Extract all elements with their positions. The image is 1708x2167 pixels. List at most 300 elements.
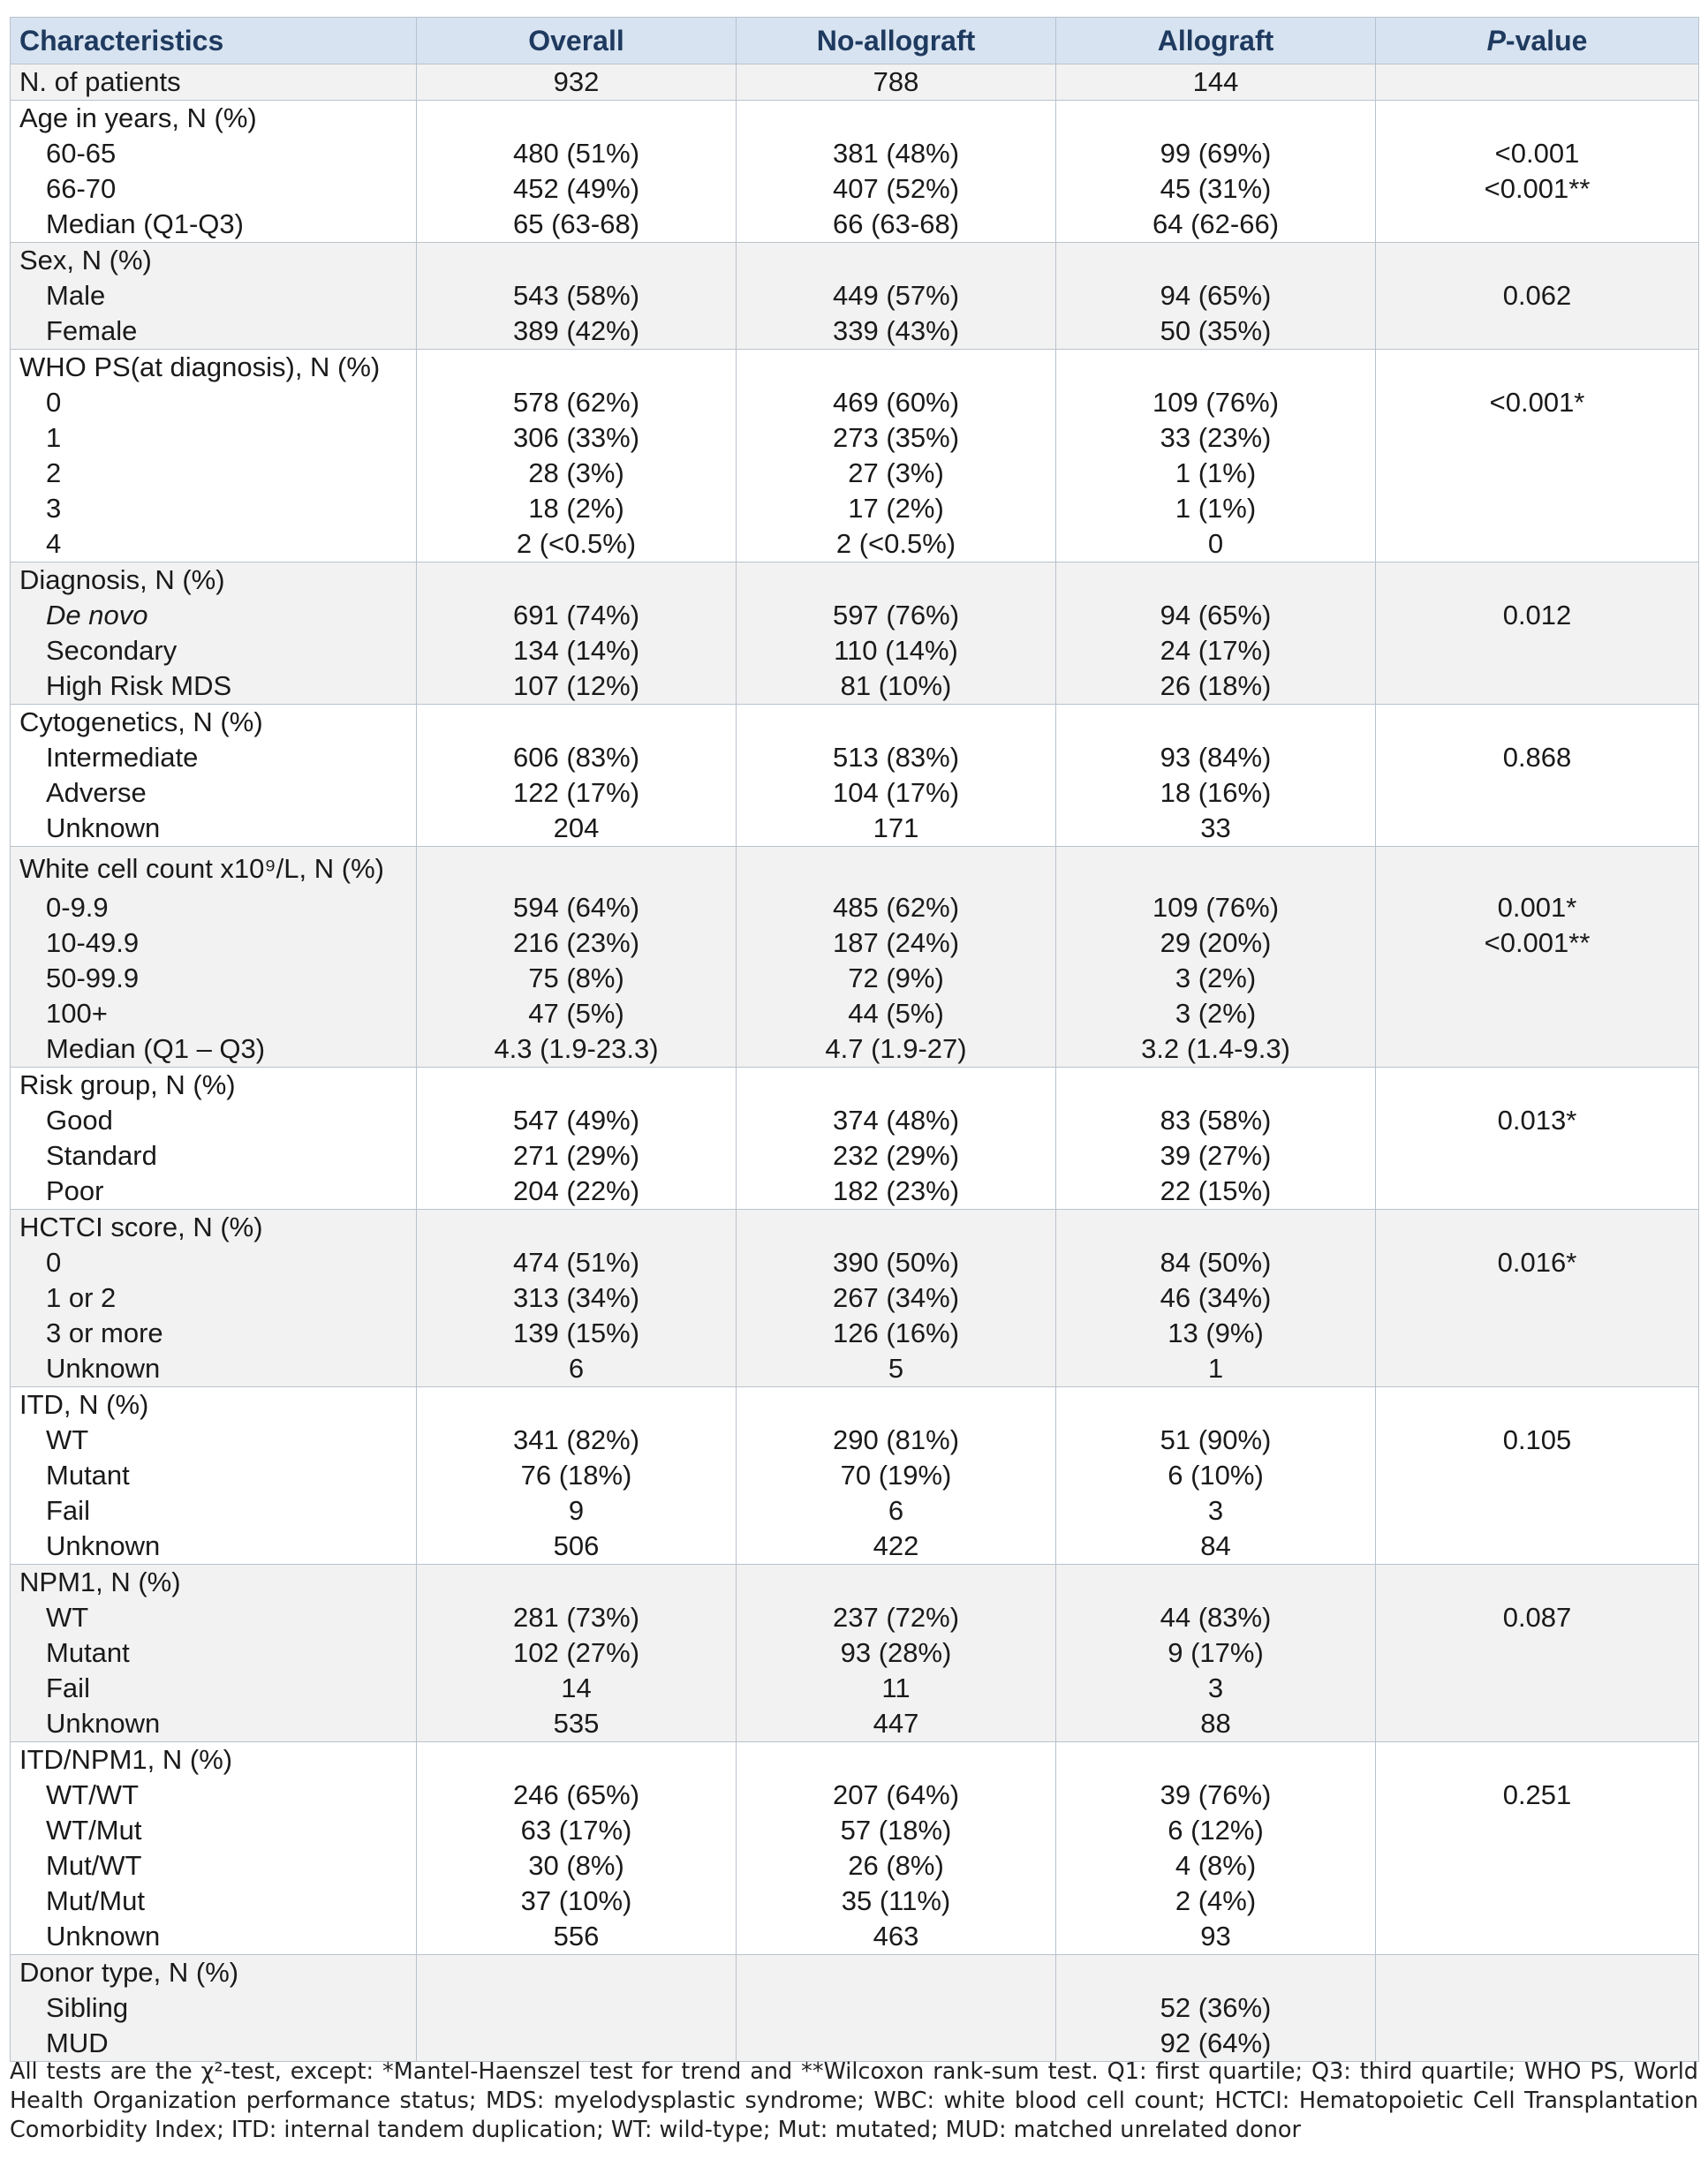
cell-overall: 474 (51%) [417,1245,737,1280]
cell-overall [417,1990,737,2026]
cell-p-value [1376,1387,1699,1423]
row-label: 10-49.9 [11,925,417,961]
cell-no-allograft: 381 (48%) [737,136,1056,171]
table-group-header-row [11,1955,1699,1991]
cell-p-value [1376,1280,1699,1316]
cell-overall [417,705,737,741]
cell-no-allograft: 2 (<0.5%) [737,526,1056,563]
cell-p-value: 0.001* [1376,890,1699,925]
cell-allograft [1056,101,1376,137]
cell-p-value [1376,668,1699,705]
table-row [11,1316,1699,1351]
table-group-header-row [11,1742,1699,1778]
cell-no-allograft [737,350,1056,386]
cell-overall: 76 (18%) [417,1458,737,1493]
table-row [11,1635,1699,1671]
row-label: WT [11,1600,417,1635]
cell-overall: 578 (62%) [417,385,737,420]
header-overall: Overall [417,18,737,64]
table-row [11,961,1699,996]
row-group [11,1068,1699,1210]
table-row [11,1351,1699,1387]
cell-overall: 122 (17%) [417,775,737,811]
row-label: 1 or 2 [11,1280,417,1316]
cell-no-allograft: 407 (52%) [737,171,1056,207]
row-label: Good [11,1103,417,1138]
cell-overall: 9 [417,1493,737,1529]
row-label: Fail [11,1493,417,1529]
cell-p-value [1376,563,1699,599]
cell-p-value [1376,2026,1699,2062]
cell-no-allograft: 237 (72%) [737,1600,1056,1635]
cell-no-allograft: 273 (35%) [737,420,1056,456]
row-group [11,705,1699,847]
row-label: 1 [11,420,417,456]
cell-allograft: 84 [1056,1529,1376,1565]
table-row [11,313,1699,350]
cell-allograft [1056,705,1376,741]
table-row [11,1423,1699,1458]
cell-p-value [1376,1884,1699,1919]
cell-no-allograft: 485 (62%) [737,890,1056,925]
cell-p-value [1376,1351,1699,1387]
table-row [11,1174,1699,1210]
header-p-rest: -value [1505,24,1588,57]
row-group [11,64,1699,101]
cell-p-value: <0.001** [1376,171,1699,207]
cell-no-allograft: 66 (63-68) [737,207,1056,243]
row-label: Unknown [11,1529,417,1565]
cell-allograft [1056,1742,1376,1778]
cell-allograft: 109 (76%) [1056,385,1376,420]
cell-overall: 18 (2%) [417,491,737,526]
cell-p-value [1376,313,1699,350]
row-label: Donor type, N (%) [11,1955,417,1991]
cell-allograft: 109 (76%) [1056,890,1376,925]
cell-overall: 480 (51%) [417,136,737,171]
cell-p-value [1376,847,1699,891]
table-row [11,526,1699,563]
table-row [11,207,1699,243]
cell-allograft: 29 (20%) [1056,925,1376,961]
cell-allograft: 1 (1%) [1056,491,1376,526]
cell-p-value: 0.868 [1376,740,1699,775]
cell-no-allograft: 35 (11%) [737,1884,1056,1919]
row-label: Median (Q1 – Q3) [11,1031,417,1068]
row-label: Cytogenetics, N (%) [11,705,417,741]
cell-overall: 4.3 (1.9-23.3) [417,1031,737,1068]
cell-no-allograft: 126 (16%) [737,1316,1056,1351]
table-row [11,1458,1699,1493]
cell-overall: 14 [417,1671,737,1706]
cell-overall: 691 (74%) [417,598,737,633]
row-group [11,101,1699,243]
cell-p-value [1376,1493,1699,1529]
row-label: Unknown [11,1919,417,1955]
cell-p-value: 0.013* [1376,1103,1699,1138]
cell-allograft [1056,350,1376,386]
row-label: NPM1, N (%) [11,1565,417,1601]
row-group [11,1387,1699,1565]
table-row [11,1493,1699,1529]
cell-no-allograft: 447 [737,1706,1056,1742]
cell-overall: 30 (8%) [417,1848,737,1884]
cell-overall: 37 (10%) [417,1884,737,1919]
row-label: 50-99.9 [11,961,417,996]
row-label: 4 [11,526,417,563]
cell-no-allograft [737,101,1056,137]
cell-no-allograft: 44 (5%) [737,996,1056,1031]
cell-no-allograft: 788 [737,64,1056,101]
cell-no-allograft: 81 (10%) [737,668,1056,705]
table-row [11,668,1699,705]
cell-no-allograft: 4.7 (1.9-27) [737,1031,1056,1068]
cell-overall [417,563,737,599]
cell-allograft: 39 (76%) [1056,1778,1376,1813]
cell-allograft: 22 (15%) [1056,1174,1376,1210]
header-p-value [1376,18,1699,64]
cell-overall [417,1742,737,1778]
cell-p-value [1376,1068,1699,1104]
table-row [11,925,1699,961]
cell-p-value [1376,1813,1699,1848]
table-row [11,1884,1699,1919]
table-row [11,996,1699,1031]
table-group-header-row [11,243,1699,279]
characteristics-table-container [10,17,1698,2062]
cell-allograft: 94 (65%) [1056,278,1376,313]
table-group-header-row [11,1565,1699,1601]
cell-allograft: 1 (1%) [1056,456,1376,491]
cell-p-value [1376,1671,1699,1706]
cell-no-allograft [737,1955,1056,1991]
cell-overall: 65 (63-68) [417,207,737,243]
cell-p-value [1376,1919,1699,1955]
table-row [11,811,1699,847]
cell-allograft: 18 (16%) [1056,775,1376,811]
cell-allograft: 93 (84%) [1056,740,1376,775]
cell-overall: 75 (8%) [417,961,737,996]
cell-allograft [1056,847,1376,891]
cell-allograft [1056,1210,1376,1246]
table-row [11,1990,1699,2026]
cell-allograft: 3 (2%) [1056,996,1376,1031]
row-label: Unknown [11,811,417,847]
row-label: 60-65 [11,136,417,171]
table-row [11,1813,1699,1848]
cell-overall: 28 (3%) [417,456,737,491]
cell-p-value [1376,350,1699,386]
cell-allograft: 46 (34%) [1056,1280,1376,1316]
cell-no-allograft: 469 (60%) [737,385,1056,420]
cell-no-allograft: 11 [737,1671,1056,1706]
cell-no-allograft: 57 (18%) [737,1813,1056,1848]
cell-allograft: 93 [1056,1919,1376,1955]
cell-p-value [1376,1138,1699,1174]
cell-no-allograft: 17 (2%) [737,491,1056,526]
cell-p-value [1376,1848,1699,1884]
cell-no-allograft: 171 [737,811,1056,847]
cell-allograft: 84 (50%) [1056,1245,1376,1280]
cell-allograft: 33 (23%) [1056,420,1376,456]
table-row [11,456,1699,491]
cell-overall: 139 (15%) [417,1316,737,1351]
cell-overall [417,847,737,891]
cell-p-value [1376,633,1699,668]
table-row [11,1848,1699,1884]
cell-overall: 556 [417,1919,737,1955]
table-row [11,740,1699,775]
cell-allograft: 33 [1056,811,1376,847]
row-label: ITD, N (%) [11,1387,417,1423]
cell-no-allograft: 26 (8%) [737,1848,1056,1884]
row-label: WT [11,1423,417,1458]
header-no-allograft: No-allograft [737,18,1056,64]
cell-no-allograft: 597 (76%) [737,598,1056,633]
row-label: WT/Mut [11,1813,417,1848]
cell-overall: 306 (33%) [417,420,737,456]
row-label: Sex, N (%) [11,243,417,279]
cell-overall [417,1210,737,1246]
cell-p-value: <0.001 [1376,136,1699,171]
cell-no-allograft [737,243,1056,279]
row-label: Intermediate [11,740,417,775]
cell-overall [417,243,737,279]
row-group [11,1565,1699,1742]
row-label: 100+ [11,996,417,1031]
table-row [11,385,1699,420]
cell-no-allograft: 70 (19%) [737,1458,1056,1493]
cell-overall: 543 (58%) [417,278,737,313]
cell-p-value [1376,1990,1699,2026]
row-label: Fail [11,1671,417,1706]
cell-allograft: 6 (10%) [1056,1458,1376,1493]
row-label: Diagnosis, N (%) [11,563,417,599]
row-label: 0-9.9 [11,890,417,925]
row-group [11,1955,1699,2062]
table-row [11,1778,1699,1813]
row-label: Sibling [11,1990,417,2026]
row-label: WT/WT [11,1778,417,1813]
row-label: 2 [11,456,417,491]
table-group-header-row [11,705,1699,741]
cell-allograft: 44 (83%) [1056,1600,1376,1635]
table-row [11,1529,1699,1565]
cell-p-value [1376,1316,1699,1351]
cell-allograft: 50 (35%) [1056,313,1376,350]
cell-allograft: 92 (64%) [1056,2026,1376,2062]
table-group-header-row [11,1387,1699,1423]
cell-overall: 389 (42%) [417,313,737,350]
cell-p-value: 0.012 [1376,598,1699,633]
table-row [11,2026,1699,2062]
cell-p-value [1376,1565,1699,1601]
table-group-header-row [11,563,1699,599]
cell-allograft: 6 (12%) [1056,1813,1376,1848]
cell-no-allograft [737,705,1056,741]
cell-allograft: 9 (17%) [1056,1635,1376,1671]
cell-overall: 102 (27%) [417,1635,737,1671]
row-group [11,243,1699,350]
cell-allograft: 39 (27%) [1056,1138,1376,1174]
table-header [11,18,1699,64]
cell-allograft: 26 (18%) [1056,668,1376,705]
cell-allograft [1056,1955,1376,1991]
header-p-italic: P [1486,24,1506,57]
cell-no-allograft: 422 [737,1529,1056,1565]
row-label: Female [11,313,417,350]
cell-no-allograft [737,1742,1056,1778]
cell-no-allograft: 232 (29%) [737,1138,1056,1174]
table-group-header-row [11,847,1699,891]
cell-p-value [1376,101,1699,137]
cell-overall: 547 (49%) [417,1103,737,1138]
cell-p-value [1376,1458,1699,1493]
cell-overall: 932 [417,64,737,101]
table-row [11,420,1699,456]
cell-overall [417,1565,737,1601]
cell-allograft: 99 (69%) [1056,136,1376,171]
cell-p-value: <0.001* [1376,385,1699,420]
cell-overall: 204 (22%) [417,1174,737,1210]
cell-p-value [1376,811,1699,847]
row-label: 0 [11,385,417,420]
cell-allograft: 4 (8%) [1056,1848,1376,1884]
cell-allograft: 64 (62-66) [1056,207,1376,243]
header-characteristics: Characteristics [11,18,417,64]
cell-p-value [1376,1210,1699,1246]
row-label: 0 [11,1245,417,1280]
cell-p-value [1376,243,1699,279]
cell-allograft [1056,1387,1376,1423]
cell-allograft: 3 [1056,1493,1376,1529]
cell-overall: 216 (23%) [417,925,737,961]
table-group-header-row [11,350,1699,386]
table-group-header-row [11,1068,1699,1104]
cell-allograft: 52 (36%) [1056,1990,1376,2026]
cell-p-value: 0.087 [1376,1600,1699,1635]
cell-p-value [1376,420,1699,456]
cell-no-allograft: 182 (23%) [737,1174,1056,1210]
cell-no-allograft [737,1210,1056,1246]
row-label: 3 or more [11,1316,417,1351]
cell-p-value [1376,1955,1699,1991]
table-row [11,598,1699,633]
row-label: HCTCI score, N (%) [11,1210,417,1246]
table-group-header-row [11,101,1699,137]
table-row [11,1600,1699,1635]
cell-overall: 281 (73%) [417,1600,737,1635]
row-label: ITD/NPM1, N (%) [11,1742,417,1778]
row-label: De novo [11,598,417,633]
cell-p-value [1376,1529,1699,1565]
cell-overall [417,101,737,137]
row-label: Poor [11,1174,417,1210]
cell-no-allograft: 513 (83%) [737,740,1056,775]
table-row [11,491,1699,526]
cell-no-allograft [737,847,1056,891]
table-row [11,1245,1699,1280]
cell-overall: 606 (83%) [417,740,737,775]
table-row [11,1706,1699,1742]
cell-no-allograft: 290 (81%) [737,1423,1056,1458]
cell-overall: 2 (<0.5%) [417,526,737,563]
cell-no-allograft: 27 (3%) [737,456,1056,491]
cell-overall: 6 [417,1351,737,1387]
cell-overall: 452 (49%) [417,171,737,207]
table-row [11,1031,1699,1068]
row-label: WHO PS(at diagnosis), N (%) [11,350,417,386]
cell-overall [417,1387,737,1423]
row-label: Mut/Mut [11,1884,417,1919]
cell-allograft: 2 (4%) [1056,1884,1376,1919]
table-group-header-row [11,64,1699,101]
table-row [11,136,1699,171]
cell-p-value [1376,996,1699,1031]
cell-overall: 594 (64%) [417,890,737,925]
cell-no-allograft [737,1990,1056,2026]
table-row [11,775,1699,811]
cell-overall [417,1068,737,1104]
cell-p-value [1376,705,1699,741]
row-label: N. of patients [11,64,417,101]
cell-p-value [1376,1635,1699,1671]
table-row [11,1919,1699,1955]
row-label: Mutant [11,1635,417,1671]
row-group [11,847,1699,1068]
cell-allograft: 3.2 (1.4-9.3) [1056,1031,1376,1068]
cell-no-allograft [737,1068,1056,1104]
cell-p-value [1376,1174,1699,1210]
cell-allograft: 3 [1056,1671,1376,1706]
cell-overall [417,1955,737,1991]
cell-p-value [1376,1706,1699,1742]
row-label: Unknown [11,1351,417,1387]
cell-overall: 535 [417,1706,737,1742]
cell-no-allograft [737,1387,1056,1423]
cell-allograft: 83 (58%) [1056,1103,1376,1138]
row-label: 3 [11,491,417,526]
characteristics-table [10,17,1699,2062]
row-group [11,350,1699,563]
row-group [11,1742,1699,1955]
cell-overall: 341 (82%) [417,1423,737,1458]
cell-no-allograft [737,2026,1056,2062]
cell-overall: 107 (12%) [417,668,737,705]
cell-p-value [1376,1031,1699,1068]
cell-allograft: 51 (90%) [1056,1423,1376,1458]
cell-allograft: 88 [1056,1706,1376,1742]
cell-allograft: 1 [1056,1351,1376,1387]
cell-p-value [1376,526,1699,563]
row-label: Secondary [11,633,417,668]
cell-no-allograft: 449 (57%) [737,278,1056,313]
row-label: 66-70 [11,171,417,207]
cell-overall: 506 [417,1529,737,1565]
row-label: Male [11,278,417,313]
cell-no-allograft: 6 [737,1493,1056,1529]
cell-p-value: 0.251 [1376,1778,1699,1813]
cell-no-allograft: 93 (28%) [737,1635,1056,1671]
cell-no-allograft: 339 (43%) [737,313,1056,350]
cell-no-allograft: 463 [737,1919,1056,1955]
table-row [11,278,1699,313]
cell-allograft: 94 (65%) [1056,598,1376,633]
table-row [11,1280,1699,1316]
cell-allograft: 0 [1056,526,1376,563]
row-label: Adverse [11,775,417,811]
cell-p-value [1376,491,1699,526]
